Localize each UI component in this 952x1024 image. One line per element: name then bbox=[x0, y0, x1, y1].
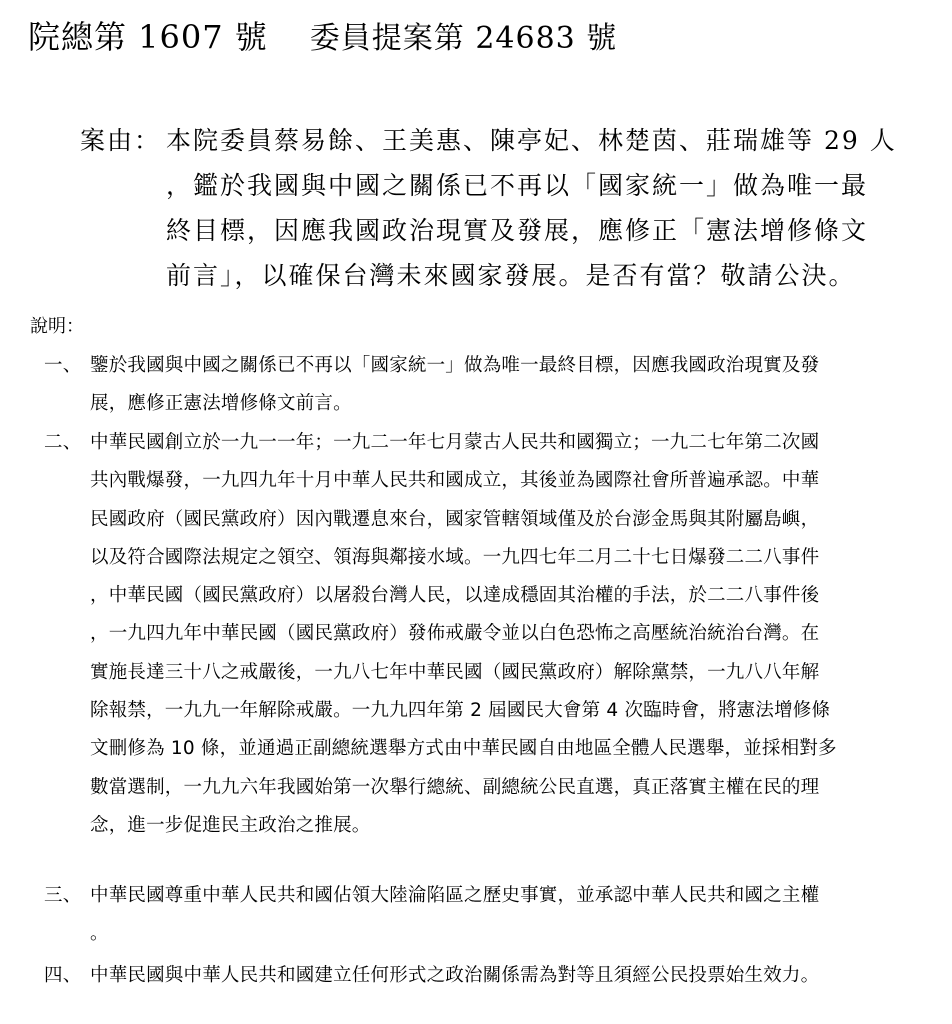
item-number: 二、 bbox=[44, 432, 82, 453]
item-number: 一、 bbox=[44, 355, 82, 376]
item-line: 共內戰爆發，一九四九年十月中華人民共和國成立，其後並為國際社會所普遍承認。中華 bbox=[90, 470, 820, 492]
reason-text bbox=[166, 118, 926, 298]
proposal-ref-number: 委員提案第 24683 號 bbox=[309, 21, 618, 56]
item-text bbox=[90, 877, 930, 954]
item-line: 文刪修為 10 條，並通過正副總統選舉方式由中華民國自由地區全體人民選舉，並採相對多 bbox=[90, 738, 837, 760]
item-line: 數當選制，一九九六年我國始第一次舉行總統、副總統公民直選，真正落實主權在民的理 bbox=[90, 776, 820, 798]
item-line: 民國政府（國民黨政府）因內戰遷息來台，國家管轄領域僅及於台澎金馬與其附屬島嶼， bbox=[90, 508, 820, 530]
item-number: 三、 bbox=[44, 885, 82, 906]
item-line: ，中華民國（國民黨政府）以屠殺台灣人民，以達成穩固其治權的手法，於二二八事件後 bbox=[90, 585, 820, 607]
item-number: 四、 bbox=[44, 965, 82, 986]
item-line: 中華民國創立於一九一一年；一九二一年七月蒙古人民共和國獨立；一九二七年第二次國 bbox=[90, 432, 820, 453]
reason-line: 本院委員蔡易餘、王美惠、陳亭妃、林楚茵、莊瑞雄等 29 人 bbox=[166, 126, 897, 155]
document-ref-number: 院總第 1607 號 bbox=[28, 18, 268, 56]
item-line: 以及符合國際法規定之領空、領海與鄰接水域。一九四七年二月二十七日爆發二二八事件 bbox=[90, 546, 820, 568]
item-line: 。 bbox=[90, 923, 109, 945]
item-line: 念，進一步促進民主政治之推展。 bbox=[90, 814, 371, 836]
reason-line: 前言」，以確保台灣未來國家發展。是否有當？敬請公決。 bbox=[166, 261, 856, 290]
item-line: 實施長達三十八之戒嚴後，一九八七年中華民國（國民黨政府）解除黨禁，一九八八年解 bbox=[90, 661, 820, 683]
explanation-title: 說明： bbox=[30, 316, 84, 337]
reason-line: 終目標，因應我國政治現實及發展，應修正「憲法增修條文 bbox=[166, 216, 869, 245]
item-line: 中華民國尊重中華人民共和國佔領大陸淪陷區之歷史事實，並承認中華人民共和國之主權 bbox=[90, 885, 820, 906]
item-line: 中華民國與中華人民共和國建立任何形式之政治關係需為對等且須經公民投票始生效力。 bbox=[90, 965, 820, 986]
item-text bbox=[90, 424, 930, 845]
item-text bbox=[90, 957, 930, 995]
reason-label: 案由： bbox=[80, 126, 162, 155]
document-header bbox=[28, 12, 617, 58]
item-line: 除報禁，一九九一年解除戒嚴。一九九四年第 2 屆國民大會第 4 次臨時會，將憲法增修條 bbox=[90, 700, 831, 722]
item-line: 鑒於我國與中國之關係已不再以「國家統一」做為唯一最終目標，因應我國政治現實及發 bbox=[90, 355, 820, 376]
item-text bbox=[90, 347, 930, 424]
item-line: 展，應修正憲法增修條文前言。 bbox=[90, 393, 352, 415]
item-line: ，一九四九年中華民國（國民黨政府）發佈戒嚴令並以白色恐怖之高壓統治統治台灣。在 bbox=[90, 623, 820, 645]
reason-line: ，鑑於我國與中國之關係已不再以「國家統一」做為唯一最 bbox=[166, 171, 869, 200]
